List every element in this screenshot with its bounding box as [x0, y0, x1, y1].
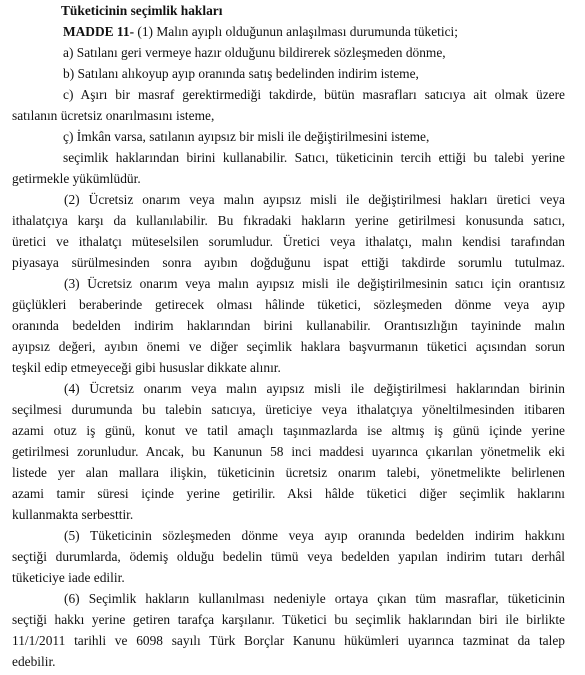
text-line: getirmekle yükümlüdür. [12, 171, 141, 186]
text-line: seçtiği durumlarda, ödemiş olduğu bedelin tümü veya bedelden yapılan indirim tutarı derhâl [12, 549, 565, 564]
text-line: seçtiği hakkı yerine getiren tarafça karşılanır. Tüketici bu seçimlik haklarından biri ile birlikte [12, 612, 565, 627]
text-line: (2) Ücretsiz onarım veya malın ayıpsız misli ile değiştirilmesi hakları üretici veya [64, 192, 565, 207]
text-line: tüketiciye iade edilir. [12, 570, 125, 585]
text-line: a) Satılanı geri vermeye hazır olduğunu bildirerek sözleşmeden dönme, [63, 45, 446, 60]
text-line: azami otuz iş günü, konut ve tatil amaçlı taşınmazlarda ise altmış iş günü içinde yerine [12, 423, 565, 438]
text-line: 11/1/2011 tarihli ve 6098 sayılı Türk Borçlar Kanunu hükümleri uyarınca tazminat da talep [12, 633, 565, 648]
text-line: teşkil edip etmeyeceği gibi hususlar dikkate alınır. [12, 360, 281, 375]
text-line: oranında bedelden indirim haklarından birini kullanabilir. Orantısızlığın tayininde malın [12, 318, 565, 333]
text-line: üretici ve ithalatçı müteselsilen sorumludur. Üretici veya ithalatçı, malın kendisi tarafından [12, 234, 565, 249]
text-line: c) Aşırı bir masraf gerektirmediği takdirde, bütün masrafları satıcıya ait olmak üzere [63, 87, 565, 102]
text-line: getirilmesi zorunludur. Ancak, bu Kanunun 58 inci maddesi uyarınca çıkarılan yönetmelik eki [12, 444, 565, 459]
article-label: MADDE 11- [63, 24, 135, 39]
text-line: ithalatçıya karşı da kullanılabilir. Bu fıkradaki hakların yerine getirilmesi konusunda satıcı, [12, 213, 565, 228]
article-paragraph-1-line [12, 21, 565, 42]
text-line: seçilmesi durumunda bu talebin satıcıya, üreticiye veya ithalatçıya yöneltilmesinden itibaren [12, 402, 565, 417]
text-line: (1) Malın ayıplı olduğunun anlaşılması durumunda tüketici; [137, 24, 458, 39]
text-line: (5) Tüketicinin sözleşmeden dönme veya ayıp oranında bedelden indirim hakkını [64, 528, 565, 543]
text-line: satılanın ücretsiz onarılmasını isteme, [12, 108, 215, 123]
text-line: b) Satılanı alıkoyup ayıp oranında satış bedelinden indirim isteme, [63, 66, 419, 81]
text-line: (3) Ücretsiz onarım veya malın ayıpsız misli ile değiştirilmesinin satıcı için orantısız [64, 276, 565, 291]
text-line: ayıpsız değeri, ayıbın önemi ve diğer seçimlik haklara başvurmanın tüketici açısından sorun [12, 339, 565, 354]
text-line: (4) Ücretsiz onarım veya malın ayıpsız misli ile değiştirilmesi haklarından birinin [64, 381, 565, 396]
text-line: kullanmakta serbesttir. [12, 507, 134, 522]
text-line: listede yer alan mallara ilişkin, tüketicinin ücretsiz onarım talebi, yönetmelikte belirlenen [12, 465, 565, 480]
text-line: piyasaya sürülmesinden sonra ayıbın doğduğunu ispat ettiği takdirde sorumlu tutulmaz. [12, 255, 565, 270]
text-line: edebilir. [12, 654, 56, 669]
text-line: seçimlik haklarından birini kullanabilir. Satıcı, tüketicinin tercih ettiği bu talebi yerine [63, 150, 565, 165]
text-line: ç) İmkân varsa, satılanın ayıpsız bir misli ile değiştirilmesini isteme, [63, 129, 430, 144]
section-heading: Tüketicinin seçimlik hakları [61, 3, 223, 18]
text-line: (6) Seçimlik hakların kullanılması nedeniyle ortaya çıkan tüm masraflar, tüketicinin [64, 591, 565, 606]
document-page [12, 0, 565, 672]
text-line: azami tamir süresi içinde yerine getirilir. Aksi hâlde tüketici diğer seçimlik haklarını [12, 486, 565, 501]
text-line: güçlükleri beraberinde getirecek olması hâlinde tüketici, sözleşmeden dönme veya ayıp [12, 297, 565, 312]
